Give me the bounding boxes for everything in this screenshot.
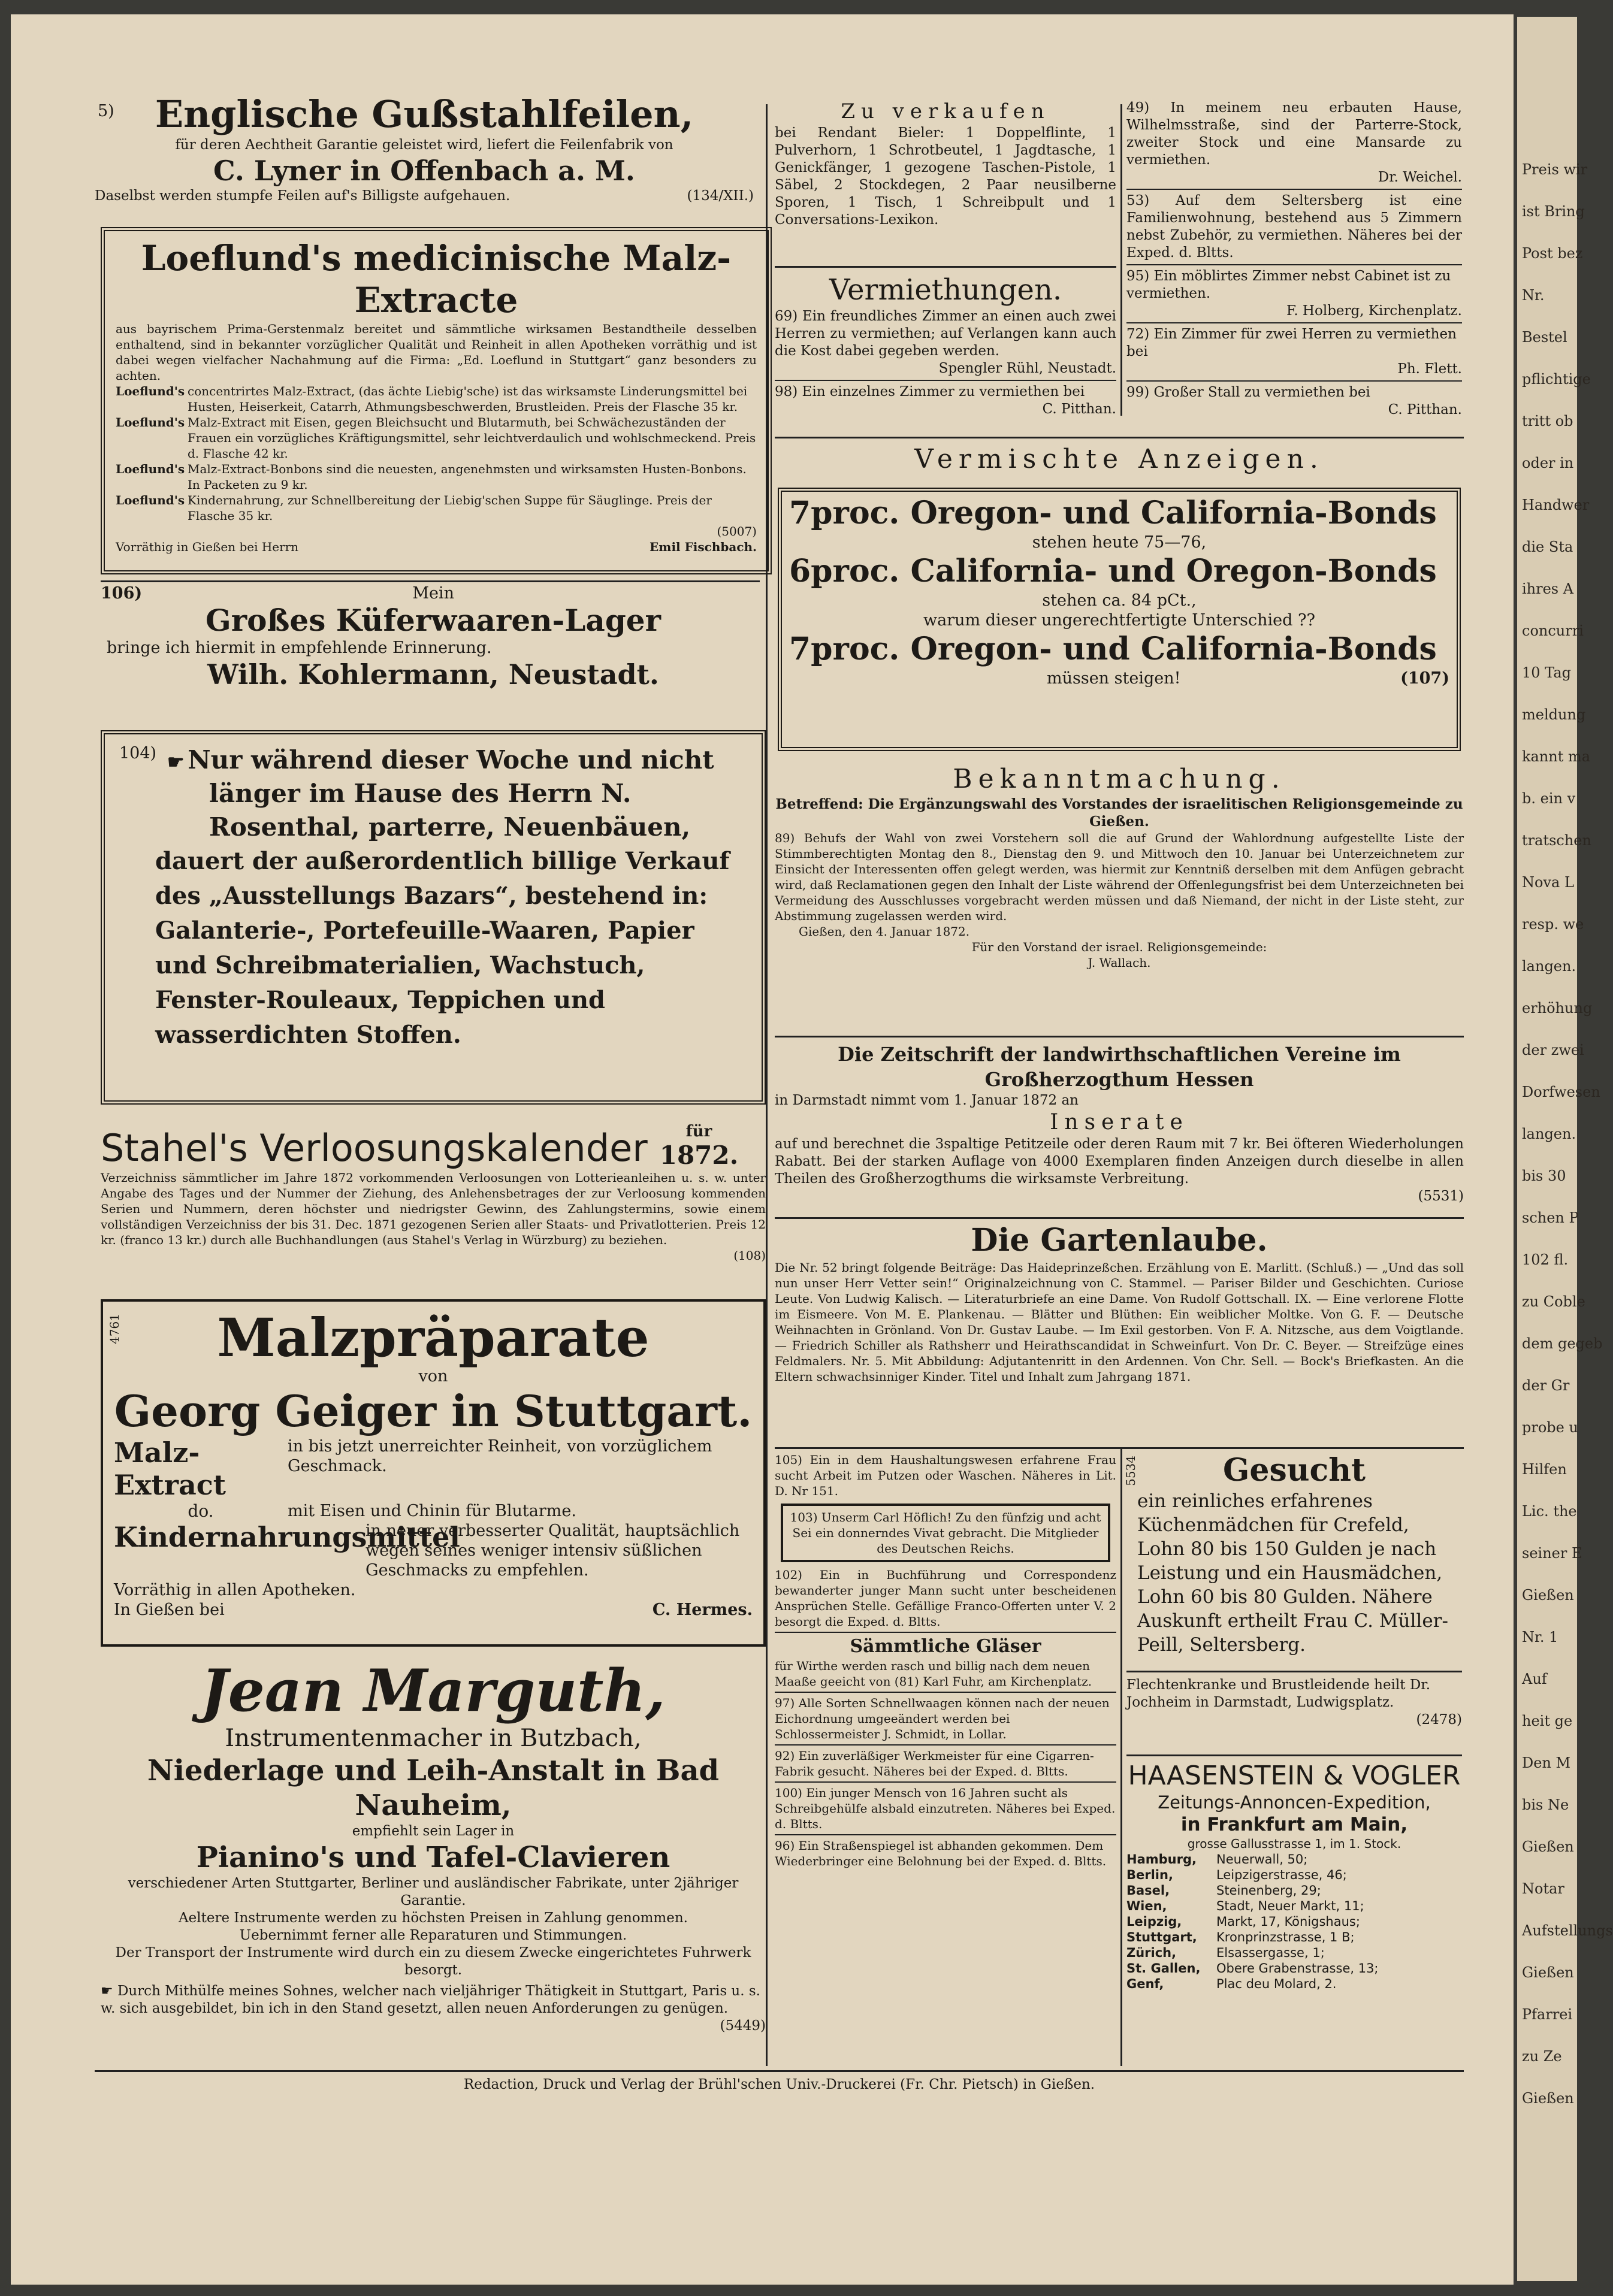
branch-address: Obere Grabenstrasse, 13; — [1216, 1961, 1379, 1976]
marguth-line4: Der Transport der Instrumente wird durch ein zu diesem Zwecke eingerichtetes Fuhrwerk besorgt. — [115, 1945, 751, 1978]
geiger-p2-label: do. — [188, 1501, 214, 1521]
edge-fragment: 102 fl. — [1522, 1251, 1569, 1268]
edge-fragment: Gießen — [1522, 2090, 1574, 2107]
vermiethung-99: 99) Großer Stall zu vermiethen bei — [1126, 385, 1370, 400]
loeflund-item-name: Loeflund's — [116, 415, 185, 429]
kuefer-name: Wilh. Kohlermann, Neustadt. — [207, 658, 659, 691]
branch-address: Neuerwall, 50; — [1216, 1852, 1308, 1867]
edge-fragment: Gießen — [1522, 1587, 1574, 1604]
vermiethung-98: 98) Ein einzelnes Zimmer zu vermiethen bei — [775, 384, 1085, 400]
vermiethungen-col3 — [1126, 99, 1462, 419]
gartenlaube-ad — [775, 1221, 1464, 1384]
edge-fragment: heit ge — [1522, 1713, 1573, 1729]
loeflund-item — [116, 492, 757, 524]
branch-address: Plac deu Molard, 2. — [1216, 1977, 1337, 1991]
edge-fragment: Preis wir — [1522, 161, 1588, 178]
geiger-vorr: Vorräthig in allen Apotheken. — [114, 1581, 356, 1599]
bekannt-title: Bekanntmachung. — [953, 764, 1286, 794]
geiger-firm: Georg Geiger in Stuttgart. — [114, 1386, 753, 1436]
feilen-ad — [95, 92, 754, 205]
loeflund-item-name: Loeflund's — [116, 462, 185, 476]
bonds-line1: 7proc. Oregon- und California-Bonds — [789, 495, 1437, 531]
bonds-ad — [778, 488, 1461, 751]
rule — [1126, 1754, 1462, 1756]
branch-city: Wien, — [1126, 1899, 1167, 1913]
bonds-line3b: müssen steigen! — [1047, 669, 1181, 688]
bonds-line1b: stehen heute 75—76, — [1032, 533, 1207, 552]
edge-fragment: Dorfwesen — [1522, 1084, 1600, 1100]
edge-fragment: Gießen — [1522, 1838, 1574, 1855]
vermiethung-69-sig: Spengler Rühl, Neustadt. — [938, 361, 1116, 376]
edge-fragment: schen P — [1522, 1209, 1579, 1226]
verkaufen-ad — [775, 98, 1116, 229]
edge-fragment: b. ein v — [1522, 790, 1576, 807]
gesucht-title: Gesucht — [1222, 1452, 1366, 1489]
loeflund-footer: Vorräthig in Gießen bei Herrn — [116, 540, 299, 554]
edge-fragment: tratschen — [1522, 832, 1591, 849]
branch-address: Stadt, Neuer Markt, 11; — [1216, 1899, 1364, 1913]
small-ads — [775, 1452, 1116, 1869]
rule — [775, 1447, 1464, 1449]
stahel-year: 1872. — [659, 1141, 739, 1170]
stahel-ad — [101, 1123, 766, 1263]
kuefer-num: 106) — [101, 584, 143, 603]
branch-city: Genf, — [1126, 1977, 1164, 1991]
branch-row — [1126, 1929, 1462, 1945]
branch-row — [1126, 1898, 1462, 1914]
branch-row — [1126, 1961, 1462, 1976]
glaeser-title: Sämmtliche Gläser — [850, 1636, 1041, 1657]
kuefer-line: bringe ich hiermit in empfehlende Erinnerung. — [107, 639, 492, 657]
imprint: Redaction, Druck und Verlag der Brühl'schen Univ.-Druckerei (Fr. Chr. Pietsch) in Gießen. — [463, 2077, 1095, 2092]
verkaufen-text: bei Rendant Bieler: 1 Doppelflinte, 1 Pulverhorn, 1 Schrotbeutel, 1 Jagdtasche, 1 Genickfänger, 1 gezogene Taschen-Pistole, 1 Säbel, 2 Stockdegen, 2 Paar neusilberne Sporen, 1 Tisch, 1 Schreibpult und 1 Conversations-Lexikon. — [775, 125, 1116, 228]
pointing-hand-icon: ☛ — [101, 1983, 117, 1999]
edge-fragment: der Gr — [1522, 1377, 1570, 1394]
vermiethung-72: 72) Ein Zimmer für zwei Herren zu vermiethen bei — [1126, 326, 1457, 359]
loeflund-item — [116, 461, 757, 492]
vermiethung-49: 49) In meinem neu erbauten Hause, Wilhelmsstraße, sind der Parterre-Stock, zweiter Stock und eine Mansarde zu vermiethen. — [1126, 100, 1462, 168]
newspaper-page — [11, 14, 1514, 2285]
loeflund-items — [116, 383, 757, 524]
loeflund-item — [116, 383, 757, 415]
vermiethung-98-sig: C. Pitthan. — [1042, 401, 1116, 417]
haasenstein-sub: Zeitungs-Annoncen-Expedition, — [1158, 1792, 1431, 1813]
loeflund-item-name: Loeflund's — [116, 493, 185, 507]
stahel-title: Stahel's Verloosungskalender — [101, 1126, 648, 1170]
branch-address: Steinenberg, 29; — [1216, 1883, 1321, 1898]
zeitschrift-title: Die Zeitschrift der landwirthschaftlichen Vereine im Großherzogthum Hessen — [838, 1043, 1401, 1091]
branch-row — [1126, 1945, 1462, 1961]
loeflund-item — [116, 415, 757, 461]
rosenthal-num: 104) — [119, 744, 157, 763]
haasenstein-in: in Frankfurt am Main, — [1180, 1814, 1408, 1835]
loeflund-ref: (5007) — [717, 524, 757, 539]
bonds-line2: 6proc. California- und Oregon-Bonds — [789, 553, 1437, 589]
feilen-line: für deren Aechtheit Garantie geleistet wird, liefert die Feilenfabrik von — [175, 137, 673, 153]
edge-fragment: Handwer — [1522, 497, 1590, 513]
branch-row — [1126, 1976, 1462, 1992]
edge-fragment: concurri — [1522, 622, 1584, 639]
edge-fragment: oder in — [1522, 455, 1574, 471]
kuefer-mein: Mein — [412, 584, 454, 603]
rule — [1126, 1671, 1462, 1672]
branch-city: Basel, — [1126, 1883, 1170, 1898]
marguth-line5: Durch Mithülfe meines Sohnes, welcher nach vieljähriger Thätigkeit in Stuttgart, Paris u. s. w. sich ausgebildet, bin ich in den Stand gesetzt, allen neuen Anforderungen zu genügen. — [101, 1983, 760, 2016]
vermiethung-99-sig: C. Pitthan. — [1388, 402, 1462, 418]
edge-fragment: ist Bring — [1522, 203, 1585, 220]
gesucht-num: 5534 — [1123, 1456, 1138, 1486]
edge-fragment: Nr. 1 — [1522, 1629, 1558, 1645]
edge-fragment: Post bez — [1522, 245, 1583, 262]
edge-fragment: kannt ma — [1522, 748, 1591, 765]
vermiethung-69: 69) Ein freundliches Zimmer an einen auch zwei Herren zu vermiethen; auf Verlangen kann auch die Kost dabei gegeben werden. — [775, 308, 1116, 359]
glaeser-text: für Wirthe werden rasch und billig nach dem neuen Maaße geeicht von (81) Karl Fuhr, am Kirchenplatz. — [775, 1659, 1092, 1689]
edge-fragment: langen. — [1522, 1126, 1576, 1142]
rule — [775, 1217, 1464, 1219]
haasenstein-branches — [1126, 1852, 1462, 1992]
rule — [101, 580, 760, 582]
geiger-in: In Gießen bei — [114, 1601, 225, 1619]
vermiethung-95-sig: F. Holberg, Kirchenplatz. — [1286, 303, 1462, 319]
edge-fragment: zu Coble — [1522, 1293, 1585, 1310]
edge-fragment: Auf — [1522, 1671, 1547, 1687]
branch-address: Leipzigerstrasse, 46; — [1216, 1868, 1347, 1882]
marguth-title: Jean Marguth, — [201, 1657, 666, 1725]
pointing-hand-icon: ☛ — [167, 751, 185, 773]
edge-fragment: langen. — [1522, 958, 1576, 975]
hoeflich-box — [781, 1504, 1110, 1562]
loeflund-item-text: concentrirtes Malz-Extract, (das ächte Liebig'sche) ist das wirksamste Linderungsmittel bei Husten, Heiserkeit, Catarrh, Athmungsbeschwerden, Brustleiden. Preis der Flasche 35 kr. — [188, 384, 748, 414]
geiger-p3-label: Kindernahrungsmittel — [114, 1521, 460, 1553]
loeflund-ad — [101, 227, 772, 574]
marguth-line2: Aeltere Instrumente werden zu höchsten Preisen in Zahlung genommen. — [179, 1910, 688, 1926]
edge-fragment: bis 30 — [1522, 1167, 1566, 1184]
edge-fragment: Nr. — [1522, 287, 1545, 304]
ad-103: 103) Unserm Carl Höflich! Zu den fünfzig und acht Sei ein donnerndes Vivat gebracht. Die Mitglieder des Deutschen Reichs. — [790, 1510, 1101, 1556]
edge-fragment: pflichtige — [1522, 371, 1591, 388]
stahel-fuer: für — [685, 1123, 712, 1141]
edge-fragment: Lic. the — [1522, 1503, 1577, 1520]
branch-address: Elsassergasse, 1; — [1216, 1946, 1325, 1960]
edge-fragment: Aufstellungs — [1522, 1922, 1613, 1939]
bekannt-date: Gießen, den 4. Januar 1872. — [799, 924, 970, 939]
edge-fragment: der zwei — [1522, 1042, 1584, 1058]
marguth-sub: Instrumentenmacher in Butzbach, — [225, 1725, 642, 1752]
branch-city: Hamburg, — [1126, 1852, 1197, 1867]
geiger-dealer: C. Hermes. — [652, 1601, 753, 1619]
vermiethung-53: 53) Auf dem Seltersberg ist eine Familienwohnung, bestehend aus 5 Zimmern nebst Zubehör, zu vermiethen. Näheres bei der Exped. d. Bltts. — [1126, 193, 1462, 261]
gesucht-ad — [1123, 1452, 1462, 1657]
vermiethungen-ad — [775, 272, 1116, 418]
feilen-title: Englische Gußstahlfeilen, — [155, 92, 694, 136]
vermiethung-95: 95) Ein möblirtes Zimmer nebst Cabinet ist zu vermiethen. — [1126, 268, 1451, 301]
flechten-ad — [1126, 1677, 1462, 1729]
edge-fragment: erhöhung — [1522, 1000, 1593, 1017]
loeflund-intro: aus bayrischem Prima-Gerstenmalz bereitet und sämmtliche wirksamen Bestandtheile desselben enthaltend, sind in bekannter vorzüglicher Qualität und Reinheit in allen Apotheken vorräthig und ist dabei wegen vielfacher Nachahmung auf die Firma: „Ed. Loeflund in Stuttgart“ ganz besonders zu achten. — [116, 322, 757, 383]
rule — [95, 2070, 1464, 2072]
marguth-items: Pianino's und Tafel-Clavieren — [196, 1841, 670, 1874]
column-rule — [1120, 104, 1122, 416]
branch-city: Leipzig, — [1126, 1914, 1182, 1929]
edge-fragment: meldung — [1522, 706, 1586, 723]
kuefer-ad — [101, 583, 766, 691]
rosenthal-ad — [101, 730, 766, 1105]
vermiethung-72-sig: Ph. Flett. — [1397, 361, 1462, 377]
rosenthal-head: Nur während dieser Woche und nicht länger im Hause des Herrn N. Rosenthal, parterre, Neuenbäuen, — [188, 745, 714, 842]
geiger-p1-text: in bis jetzt unerreichter Reinheit, von vorzüglichem Geschmack. — [288, 1437, 712, 1475]
edge-fragment: resp. we — [1522, 916, 1584, 933]
loeflund-item-text: Malz-Extract mit Eisen, gegen Bleichsucht und Blutarmuth, bei Schwächezuständen der Frauen ein vorzügliches Kräftigungsmittel, sehr leichtverdaulich und wohlschmeckend. Preis d. Flasche 42 kr. — [188, 415, 756, 461]
edge-fragment: 10 Tag — [1522, 664, 1571, 681]
bekannt-text: 89) Behufs der Wahl von zwei Vorstehern soll die auf Grund der Wahlordnung aufgestellte Liste der Stimmberechtigten Montag den 8., Dienstag den 9. und Mittwoch den 10. Januar bei Unterzeichnetem zur Einsicht der Interessenten offen gelegt werden, was hiermit zur Kenntniß derselben mit dem Anfügen gebracht wird, daß Reclamationen gegen den Inhalt der Liste während der Offenlegungsfrist bei dem Unterzeichneten bei Vermeidung des Ausschlusses vorgebracht werden müssen und daß Niemand, der nicht in der Liste steht, zur Abstimmung zugelassen werden wird. — [775, 831, 1464, 923]
bonds-ref: (107) — [1400, 669, 1449, 688]
geiger-ad — [101, 1299, 766, 1647]
branch-city: Berlin, — [1126, 1868, 1173, 1882]
bekanntmachung-ad — [775, 763, 1464, 970]
bekannt-sig1: Für den Vorstand der israel. Religionsgemeinde: — [971, 940, 1267, 954]
edge-fragment: Notar — [1522, 1880, 1564, 1897]
marguth-ad — [101, 1659, 766, 2035]
geiger-title: Malzpräparate — [217, 1306, 650, 1369]
rule — [775, 1036, 1464, 1037]
bekannt-betr: Betreffend: Die Ergänzungswahl des Vorstandes der israelitischen Religionsgemeinde zu Gießen. — [775, 796, 1463, 830]
geiger-p2-text: mit Eisen und Chinin für Blutarme. — [288, 1502, 576, 1520]
column-rule — [1120, 1449, 1122, 2066]
branch-row — [1126, 1867, 1462, 1883]
marguth-empf: empfiehlt sein Lager in — [352, 1823, 515, 1839]
haasenstein-title: HAASENSTEIN & VOGLER — [1128, 1760, 1461, 1791]
rule — [775, 266, 1116, 268]
ad-96: 96) Ein Straßenspiegel ist abhanden gekommen. Dem Wiederbringer eine Belohnung bei der Exped. d. Bltts. — [775, 1838, 1107, 1868]
edge-fragment: Hilfen — [1522, 1461, 1567, 1478]
ad-102: 102) Ein in Buchführung und Correspondenz bewanderter junger Mann sucht unter bescheidenen Ansprüchen Stelle. Gefällige Franco-Offerten unter V. 2 besorgt die Exped. d. Bltts. — [775, 1568, 1116, 1629]
verkaufen-title: Zu verkaufen — [841, 99, 1050, 123]
loeflund-dealer: Emil Fischbach. — [650, 540, 757, 554]
edge-fragment: Bestel — [1522, 329, 1567, 346]
vermiethung-49-sig: Dr. Weichel. — [1378, 170, 1462, 185]
page-number: 5) — [98, 102, 114, 120]
bonds-line3: 7proc. Oregon- und California-Bonds — [789, 631, 1437, 667]
stahel-text: Verzeichniss sämmtlicher im Jahre 1872 vorkommenden Verloosungen von Lotterieanleihen u. s. w. unter Angabe des Tages und der Nummer der Ziehung, des Anlehensbetrages der zur Verloosung kommenden Serien und Nummern, deren höchster und niedrigster Gewinn, des Zahlungstermins, sowie einem vollständigen Verzeichniss der bis 31. Dec. 1871 gezogenen Serien aller Staats- und Privatlotterien. Preis 12 kr. (franco 13 kr.) durch alle Buchhandlungen (aus Stahel's Verlag in Würzburg) zu beziehen. — [101, 1170, 766, 1247]
loeflund-item-name: Loeflund's — [116, 384, 185, 398]
feilen-ref: (134/XII.) — [687, 188, 754, 204]
edge-fragment: zu Ze — [1522, 2048, 1562, 2065]
marguth-ref: (5449) — [720, 2018, 766, 2034]
edge-fragment: bis Ne — [1522, 1796, 1569, 1813]
edge-fragment: Den M — [1522, 1754, 1571, 1771]
garten-text: Die Nr. 52 bringt folgende Beiträge: Das Haideprinzeßchen. Erzählung von E. Marlitt. (Schluß.) — „Und das soll nun unser Herr Vetter sein!“ Originalzeichnung von C. Stammel. — Pariser Bilder und Geschichten. Curiose Leute. Von Ludwig Kalisch. — Literaturbriefe an eine Dame. Von Rudolf Gottschall. IX. — Eine verlorene Flotte im Eismeere. Von M. E. Plankenau. — Blätter und Blüthen: Ein weiblicher Moltke. Von G. F. — Deutsche Weihnachten in Grönland. Von Dr. Gustav Laube. — Im Exil gestorben. Von F. A. Nitzsche, aus dem Voigtlande. — Friedrich Schiller als Rathsherr und Heirathscandidat in Schweinfurt. Von Dr. C. Beyer. — Streifzüge eines Feldmalers. Nr. 5. Mit Abbildung: Adjutantenritt in den Ardennen. Von Chr. Sell. — Bock's Briefkasten. An die Eltern schwachsinniger Kinder. Titel und Inhalt zum Jahrgang 1871. — [775, 1260, 1464, 1384]
bonds-line2c: warum dieser ungerechtfertigte Unterschied ?? — [923, 611, 1315, 630]
kuefer-title: Großes Küferwaaren-Lager — [206, 603, 661, 638]
branch-row — [1126, 1852, 1462, 1867]
marguth-line3: Uebernimmt ferner alle Reparaturen und Stimmungen. — [239, 1928, 627, 1943]
ad-100: 100) Ein junger Mensch von 16 Jahren sucht als Schreibgehülfe alsbald einzutreten. Näheres bei Exped. d. Bltts. — [775, 1786, 1116, 1831]
garten-title: Die Gartenlaube. — [971, 1222, 1268, 1259]
flechten-ref: (2478) — [1416, 1712, 1462, 1728]
loeflund-item-text: Kindernahrung, zur Schnellbereitung der Liebig'schen Suppe für Säuglinge. Preis der Flasche 35 kr. — [188, 493, 712, 523]
zeitschrift-ref: (5531) — [1418, 1188, 1464, 1204]
edge-fragment: Gießen — [1522, 1964, 1574, 1981]
branch-city: Stuttgart, — [1126, 1930, 1197, 1944]
edge-fragments — [1517, 17, 1613, 2107]
zeitschrift-ad — [775, 1042, 1464, 1205]
flechten-text: Flechtenkranke und Brustleidende heilt Dr. Jochheim in Darmstadt, Ludwigsplatz. — [1126, 1677, 1431, 1710]
edge-fragment: probe u — [1522, 1419, 1578, 1436]
branch-row — [1126, 1883, 1462, 1898]
geiger-von: von — [418, 1367, 448, 1386]
branch-address: Markt, 17, Königshaus; — [1216, 1914, 1360, 1929]
edge-fragment: dem gegeb — [1522, 1335, 1603, 1352]
rosenthal-body: dauert der außerordentlich billige Verkauf des „Ausstellungs Bazars“, bestehend in: Galanterie-, Portefeuille-Waaren, Papier und Schreibmaterialien, Wachstuch, Fenster-Rouleaux, Teppichen und wasserdichten Stoffen. — [155, 847, 730, 1049]
geiger-p1-label: Malz-Extract — [114, 1436, 226, 1501]
geiger-p3-text: in neuer verbesserter Qualität, hauptsächlich wegen seines weniger intensiv süßlichen Geschmacks zu empfehlen. — [366, 1521, 740, 1580]
marguth-store: Niederlage und Leih-Anstalt in Bad Nauheim, — [147, 1754, 720, 1822]
branch-city: Zürich, — [1126, 1946, 1177, 1960]
haasenstein-ad — [1126, 1760, 1462, 1992]
zeitschrift-inserate: Inserate — [1050, 1110, 1189, 1135]
edge-fragment: Pfarrei — [1522, 2006, 1573, 2023]
ad-92: 92) Ein zuverläßiger Werkmeister für eine Cigarren-Fabrik gesucht. Näheres bei der Exped. d. Bltts. — [775, 1749, 1094, 1778]
edge-fragment: tritt ob — [1522, 413, 1573, 429]
loeflund-title: Loeflund's medicinische Malz-Extracte — [141, 238, 732, 320]
rule — [775, 437, 1464, 438]
vermiethungen-title: Vermiethungen. — [829, 273, 1062, 307]
branch-city: St. Gallen, — [1126, 1961, 1201, 1976]
zeitschrift-line: in Darmstadt nimmt vom 1. Januar 1872 an — [775, 1093, 1079, 1108]
edge-fragment: Nova L — [1522, 874, 1574, 891]
stahel-ref: (108) — [733, 1248, 766, 1263]
branch-row — [1126, 1914, 1462, 1929]
section-heading: Vermischte Anzeigen. — [914, 444, 1324, 474]
loeflund-item-text: Malz-Extract-Bonbons sind die neuesten, angenehmsten und wirksamsten Husten-Bonbons. In Packeten zu 9 kr. — [188, 462, 747, 492]
bekannt-sig2: J. Wallach. — [1088, 955, 1151, 970]
haasenstein-addr: grosse Gallusstrasse 1, im 1. Stock. — [1187, 1837, 1401, 1851]
edge-fragment: die Sta — [1522, 539, 1573, 555]
branch-address: Kronprinzstrasse, 1 B; — [1216, 1930, 1355, 1944]
ad-105: 105) Ein in dem Haushaltungswesen erfahrene Frau sucht Arbeit im Putzen oder Waschen. Näheres in Lit. D. Nr 151. — [775, 1453, 1116, 1498]
feilen-line2: Daselbst werden stumpfe Feilen auf's Billigste aufgehauen. — [95, 188, 511, 204]
edge-fragment: ihres A — [1522, 580, 1574, 597]
gesucht-text: ein reinliches erfahrenes Küchenmädchen für Crefeld, Lohn 80 bis 150 Gulden je nach Leistung und ein Hausmädchen, Lohn 60 bis 80 Gulden. Nähere Auskunft ertheilt Frau C. Müller-Peill, Seltersberg. — [1137, 1490, 1448, 1656]
edge-fragment: seiner E — [1522, 1545, 1582, 1562]
ad-97: 97) Alle Sorten Schnellwaagen können nach der neuen Eichordnung umgeeändert werden bei Schlossermeister J. Schmidt, in Lollar. — [775, 1696, 1110, 1741]
feilen-firm: C. Lyner in Offenbach a. M. — [213, 155, 635, 187]
zeitschrift-text: auf und berechnet die 3spaltige Petitzeile oder deren Raum mit 7 kr. Bei öfteren Wiederholungen Rabatt. Bei der starken Auflage von 4000 Exemplaren finden Anzeigen durch dieselbe in allen Theilen des Großherzogthums die wirksamste Verbreitung. — [775, 1136, 1464, 1187]
geiger-num: 4761 — [107, 1314, 122, 1344]
adjacent-page-edge — [1517, 17, 1613, 2281]
marguth-line1: verschiedener Arten Stuttgarter, Berliner und ausländischer Fabrikate, unter 2jähriger Garantie. — [128, 1875, 739, 1908]
bonds-line2b: stehen ca. 84 pCt., — [1042, 591, 1197, 610]
